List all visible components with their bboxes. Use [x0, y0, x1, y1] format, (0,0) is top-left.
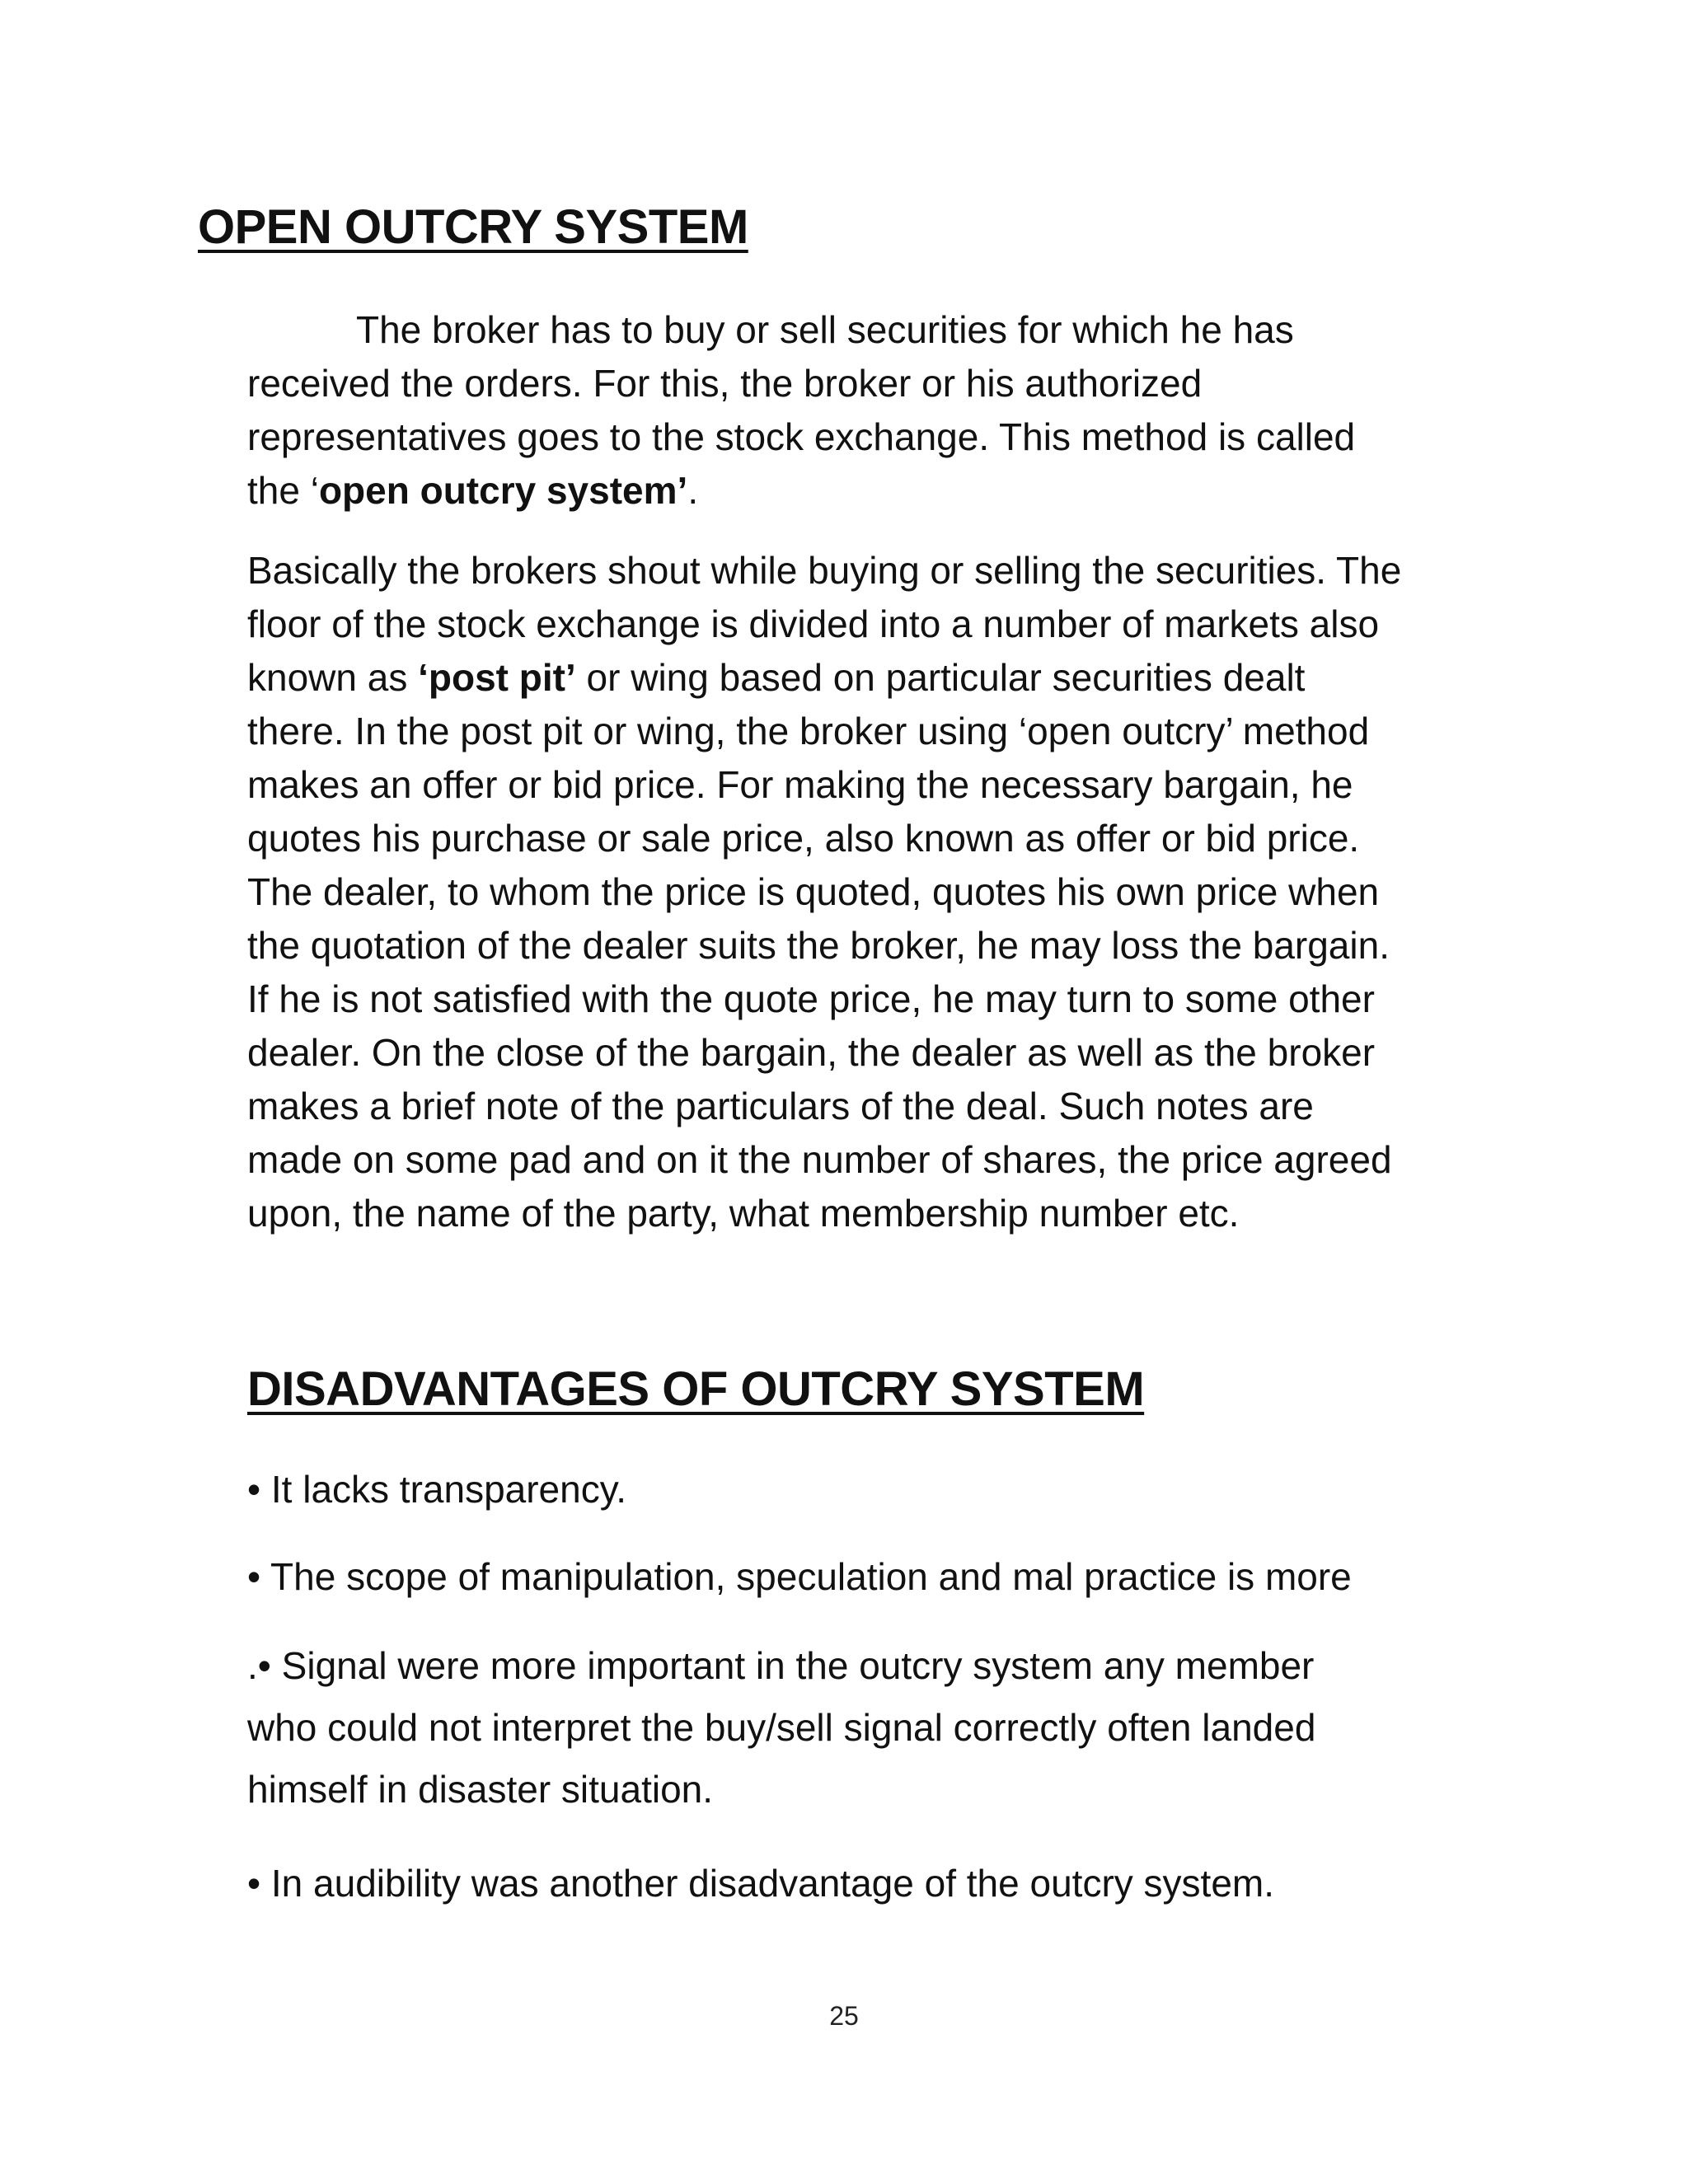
- section-heading-disadvantages: DISADVANTAGES OF OUTCRY SYSTEM: [247, 1362, 1145, 1416]
- text-line: the quotation of the dealer suits the broker, he may loss the bargain.: [247, 924, 1390, 967]
- list-item: • It lacks transparency.: [247, 1468, 627, 1511]
- paragraph-open-outcry-details: [247, 544, 1500, 1240]
- text-line: The dealer, to whom the price is quoted, quotes his own price when: [247, 870, 1380, 913]
- text-line: received the orders. For this, the broker or his authorized: [247, 362, 1203, 405]
- bold-term-post-pit: ‘post pit’: [418, 656, 576, 699]
- text-line: Basically the brokers shout while buying or selling the securities. The: [247, 549, 1402, 592]
- list-item: [247, 1635, 1315, 1821]
- text-line: made on some pad and on it the number of shares, the price agreed: [247, 1138, 1392, 1181]
- text-fragment: .: [687, 469, 699, 512]
- text-line: dealer. On the close of the bargain, the dealer as well as the broker: [247, 1031, 1376, 1074]
- list-item: • In audibility was another disadvantage of the outcry system.: [247, 1862, 1274, 1905]
- text-fragment: known as: [247, 656, 419, 699]
- text-line: makes a brief note of the particulars of the deal. Such notes are: [247, 1085, 1314, 1127]
- paragraph-open-outcry-intro: [247, 303, 1500, 518]
- bold-term-open-outcry-system: open outcry system’: [318, 469, 688, 512]
- list-item: • The scope of manipulation, speculation and mal practice is more: [247, 1555, 1352, 1598]
- text-line: If he is not satisfied with the quote price, he may turn to some other: [247, 977, 1375, 1020]
- text-line: there. In the post pit or wing, the broker using ‘open outcry’ method: [247, 710, 1370, 752]
- text-line: makes an offer or bid price. For making the necessary bargain, he: [247, 763, 1353, 806]
- text-line: who could not interpret the buy/sell signal correctly often landed: [247, 1706, 1316, 1749]
- text-line: representatives goes to the stock exchange. This method is called: [247, 415, 1356, 458]
- text-line: himself in disaster situation.: [247, 1768, 714, 1811]
- page-number: 25: [829, 2001, 859, 2031]
- text-fragment: the ‘: [247, 469, 319, 512]
- section-heading-open-outcry: OPEN OUTCRY SYSTEM: [198, 200, 748, 254]
- text-line: [247, 464, 1500, 518]
- text-line: The broker has to buy or sell securities for which he has: [356, 308, 1294, 351]
- text-fragment: or wing based on particular securities dealt: [575, 656, 1306, 699]
- text-line: .• Signal were more important in the outcry system any member: [247, 1644, 1315, 1687]
- text-line: [247, 651, 1500, 705]
- text-line: quotes his purchase or sale price, also known as offer or bid price.: [247, 817, 1360, 860]
- text-line: upon, the name of the party, what membership number etc.: [247, 1192, 1240, 1235]
- text-line: floor of the stock exchange is divided into a number of markets also: [247, 602, 1380, 645]
